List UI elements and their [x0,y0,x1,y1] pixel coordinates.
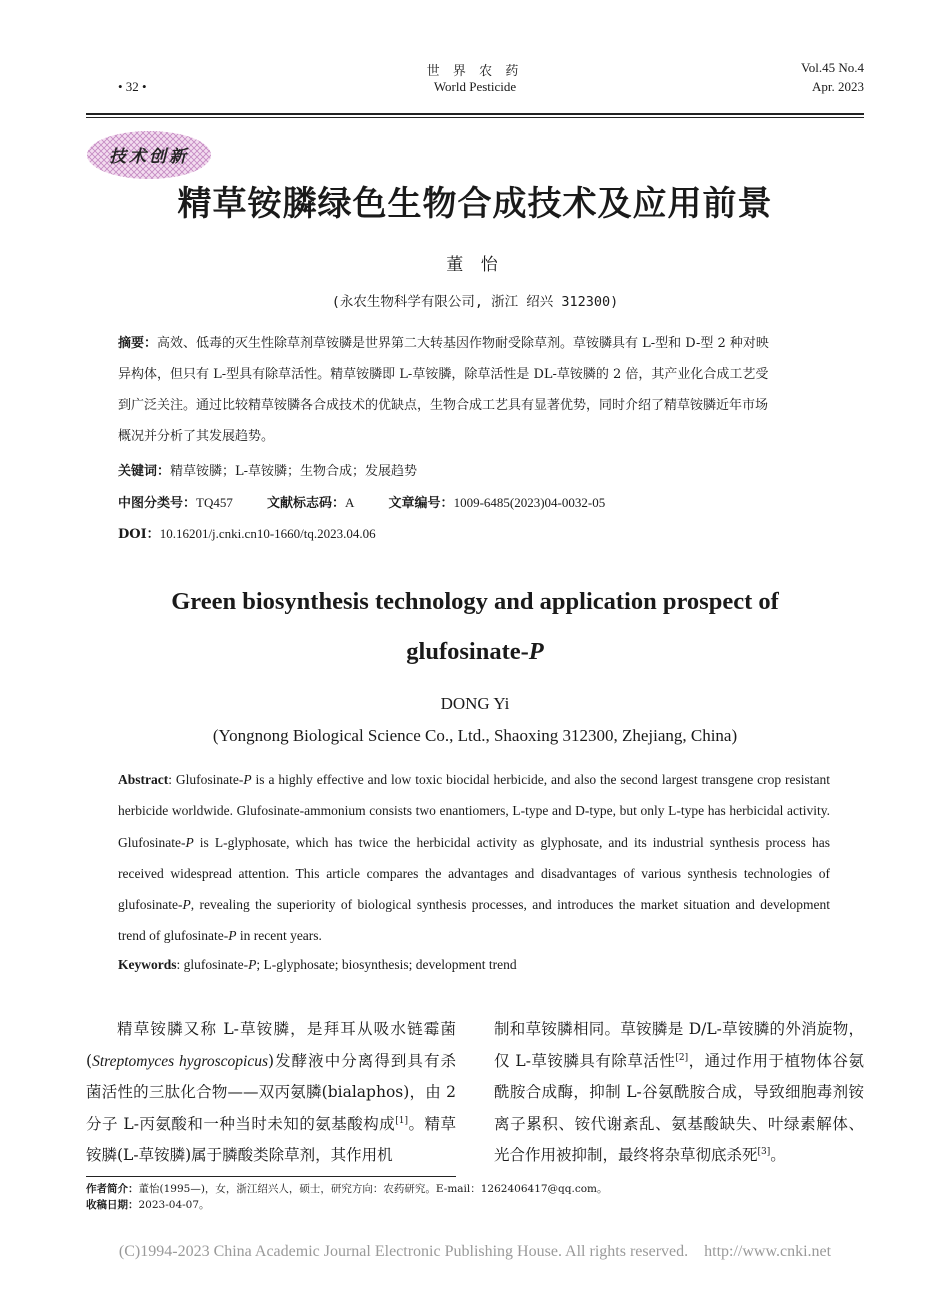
article-title-en: Green biosynthesis technology and application prospect of [171,588,779,615]
author-bio: 作者简介：董怡(1995—)，女，浙江绍兴人，硕士，研究方向：农药研究。E-mail：1262406417@qq.com。 [86,1183,608,1195]
footnote-rule [86,1176,456,1177]
doi-value: 10.16201/j.cnki.cn10-1660/tq.2023.04.06 [159,526,376,541]
journal-name-cn: 世 界 农 药 [426,63,524,78]
volume-number: Vol.45 No.4 [801,60,864,75]
reference-3[interactable]: [3] [757,1146,771,1157]
abstract-cn-line: 异构体，但只有 L-型具有除草活性。精草铵膦即 L-草铵膦，除草活性是 DL-草铵膦的 2 倍，其产业化合成工艺受 [118,367,769,382]
article-title-cn: 精草铵膦绿色生物合成技术及应用前景 [177,184,773,224]
journal-name-en: World Pesticide [433,79,517,94]
article-title-en-line2: glufosinate-P [406,638,544,665]
abstract-en-label: Abstract [118,772,169,787]
body-column-right: 制和草铵膦相同。草铵膦是 D/L-草铵膦的外消旋物，仅 L-草铵膦具有除草活性[2]，通过作用于植物体谷氨酰胺合成酶，抑制 L-谷氨酰胺合成，导致细胞毒剂铵离子累积、铵代谢紊乱、氨基酸缺失、叶绿素解体、光合作用被抑制，最终将杂草彻底杀死[3]。 [494,1020,864,1164]
doi-line [118,523,376,542]
copyright-notice: (C)1994-2023 China Academic Journal Electronic Publishing House. All rights reserved. http://www.cnki.net [118,1243,832,1260]
received-date: 收稿日期：2023-04-07。 [86,1199,210,1211]
affiliation-en: (Yongnong Biological Science Co., Ltd., Shaoxing 312300, Zhejiang, China) [212,726,738,745]
keywords-cn-label: 关键词： [118,464,171,479]
abstract-cn-line: 摘要：高效、低毒的灭生性除草剂草铵膦是世界第二大转基因作物耐受除草剂。草铵膦具有 L-型和 D-型 2 种对映 [118,336,769,351]
reference-1[interactable]: [1] [395,1115,409,1126]
keywords-en-label: Keywords [118,957,177,972]
header-rule-thin [86,117,864,118]
keywords-cn [118,460,417,479]
document-code: A [345,495,355,510]
header-rule [86,113,864,115]
abstract-en: Abstract: Glufosinate-P is a highly effective and low toxic biocidal herbicide, and also the second largest transgene crop resistant herbicide worldwide. Glufosinate-ammonium consists two enantiomers, L-type and D-type, but only L-type has herbicidal activity. Glufosinate-P is L-glyphosate, which has twice the herbicidal activity as glyphosate, and its industrial synthesis process has received widespread attention. This article compares the advantages and disadvantages of various synthesis technologies of glufosinate-P, revealing the superiority of biological synthesis processes, and introduces the market situation and development trend of glufosinate-P in recent years. [118,772,830,944]
affiliation-cn: (永农生物科学有限公司, 浙江 绍兴 312300) [331,294,619,310]
abstract-cn-line: 到广泛关注。通过比较精草铵膦各合成技术的优缺点，生物合成工艺具有显著优势，同时介绍了精草铵膦近年市场 [118,398,769,413]
issue-date: Apr. 2023 [812,79,864,94]
cnki-link[interactable]: http://www.cnki.net [704,1243,832,1260]
abstract-cn-label: 摘要： [118,336,158,351]
author-cn: 董 怡 [446,255,504,275]
reference-2[interactable]: [2] [675,1052,689,1063]
classification-line: 中图分类号：TQ457 文献标志码：A 文章编号：1009-6485(2023)04-0032-05 [118,495,606,511]
clc-number: TQ457 [196,495,233,510]
keywords-en: Keywords: glufosinate-P; L-glyphosate; biosynthesis; development trend [118,957,517,972]
abstract-cn-line: 概况并分析了其发展趋势。 [118,429,275,444]
keywords-cn-text: 精草铵膦；L-草铵膦；生物合成；发展趋势 [170,464,418,479]
article-number: 1009-6485(2023)04-0032-05 [453,495,606,510]
doi-label: DOI： [118,527,160,542]
author-en: DONG Yi [440,694,510,713]
abstract-cn [118,328,830,452]
page-number: • 32 • [118,79,147,94]
body-column-left: 精草铵膦又称 L-草铵膦，是拜耳从吸水链霉菌(Streptomyces hygroscopicus)发酵液中分离得到具有杀菌活性的三肽化合物——双丙氨膦(bialaphos)，由 2 分子 L-丙氨酸和一种当时未知的氨基酸构成[1]。精草铵膦(L-草铵膦)属于膦酸类除草剂，其作用机 [86,1020,456,1164]
column-badge-label: 技术创新 [109,147,189,167]
